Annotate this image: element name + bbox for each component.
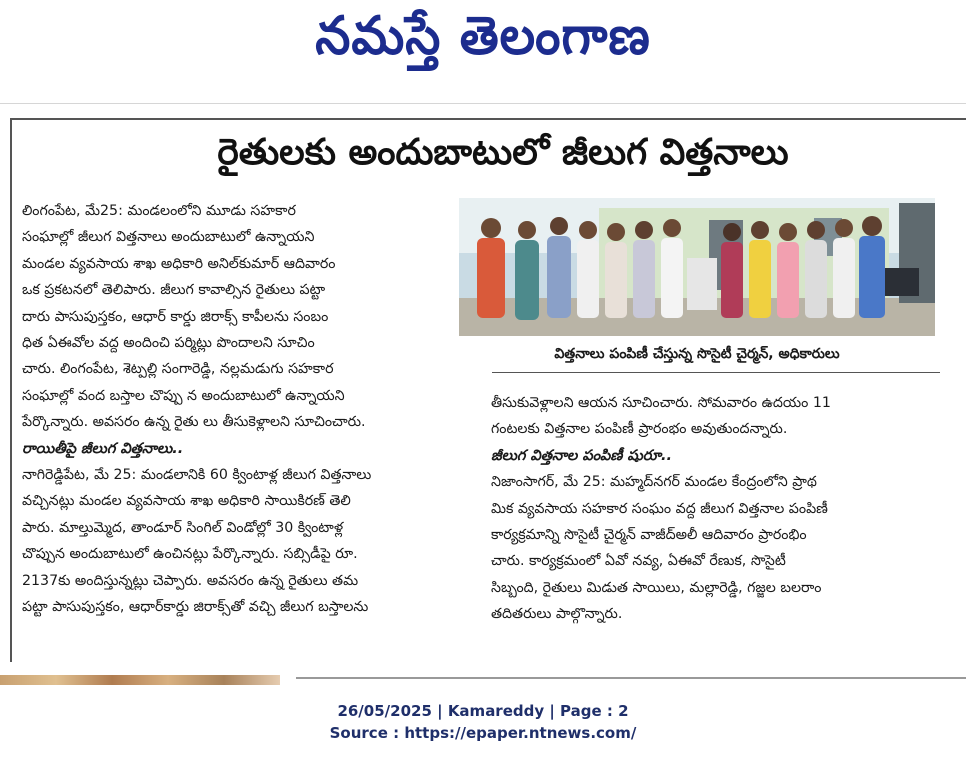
text-line: తీసుకువెళ్లాలని ఆయన సూచించారు. సోమవారం ఉదయం 11	[491, 395, 831, 411]
newspaper-logo: నమస్తే తెలంగాణ	[315, 4, 651, 66]
text-line: చొప్పున అందుబాటులో ఉంచినట్లు పేర్కొన్నారు. సబ్సిడీపై రూ.	[22, 546, 358, 563]
text-line: పేర్కొన్నారు. అవసరం ఉన్న రైతు లు తీసుకెళ్లాలని సూచించారు.	[22, 414, 366, 431]
text-line: నాగిరెడ్డిపేట, మే 25: మండలానికి 60 క్వింటాళ్ల జీలుగ విత్తనాలు	[22, 467, 372, 484]
text-line: చారు. లింగంపేట, శెట్పల్లి సంగారెడ్డి, నల్లమడుగు సహకార	[22, 361, 334, 378]
text-line: సంఘాల్లో జీలుగ విత్తనాలు అందుబాటులో ఉన్నాయని	[22, 229, 315, 246]
text-line: మండల వ్యవసాయ శాఖ అధికారి అనిల్‌కుమార్ ఆదివారం	[22, 255, 336, 272]
photo-caption: విత్తనాలు పంపిణీ చేస్తున్న సొసైటీ చైర్మన్, అధికారులు	[554, 346, 840, 362]
article-photo	[459, 198, 935, 336]
page-footer	[0, 700, 966, 744]
text-line: గంటలకు విత్తనాల పంపిణీ ప్రారంభం అవుతుందన్నారు.	[491, 421, 788, 438]
text-line: లింగంపేట, మే25: మండలంలోని మూడు సహకార	[22, 203, 296, 219]
right-column	[491, 390, 943, 628]
right-subhead: జీలుగ విత్తనాల పంపిణీ షురూ..	[491, 447, 673, 464]
text-line: సంఘాల్లో వంద బస్తాల చొప్పు న అందుబాటులో ఉన్నాయని	[22, 387, 345, 404]
footer-source-link[interactable]: Source : https://epaper.ntnews.com/	[329, 724, 637, 742]
text-line: ధిత ఏఈవోల వద్ద అందించి పర్మిట్లు పొందాలని సూచిం	[22, 335, 315, 352]
group-photo-illustration	[459, 198, 935, 336]
left-paragraph-1	[22, 198, 474, 436]
caption-divider	[492, 372, 940, 373]
text-line: పట్టా పాసుపుస్తకం, ఆధార్‌కార్డు జిరాక్స్‌తో వచ్చి జీలుగ బస్తాలను	[22, 599, 369, 616]
text-line: తదితరులు పాల్గొన్నారు.	[491, 606, 623, 623]
left-subhead: రాయితీపై జీలుగ విత్తనాలు..	[22, 440, 184, 457]
text-line: కార్యక్రమాన్ని సొసైటీ చైర్మన్ వాజీద్‌అలీ ఆదివారం ప్రారంభిం	[491, 527, 807, 544]
right-paragraph-2	[491, 469, 943, 627]
left-column	[22, 198, 474, 621]
adjacent-image-strip	[0, 675, 280, 685]
text-line: ఒక ప్రకటనలో తెలిపారు. జీలుగ కావాల్సిన రైతులు పట్టా	[22, 282, 326, 299]
bottom-divider	[296, 677, 966, 679]
masthead	[0, 0, 966, 84]
text-line: దారు పాసుపుస్తకం, ఆధార్ కార్డు జిరాక్స్ కాపీలను సంబం	[22, 308, 329, 325]
header-divider	[0, 103, 966, 104]
text-line: నిజాంసాగర్, మే 25: మహ్మద్‌నగర్ మండల కేంద్రంలోని ప్రాథ	[491, 474, 817, 491]
text-line: సిబ్బంది, రైతులు మిడుత సాయిలు, మల్లారెడ్డి, గజ్జల బలరాం	[491, 579, 822, 596]
text-line: 2137కు అందిస్తున్నట్లు చెప్పారు. అవసరం ఉన్న రైతులు తమ	[22, 572, 359, 589]
text-line: మిక వ్యవసాయ సహకార సంఘం వద్ద జీలుగ విత్తనాల పంపిణీ	[491, 500, 828, 517]
article-headline: రైతులకు అందుబాటులో జీలుగ విత్తనాలు	[217, 132, 789, 173]
text-line: పారు. మాల్తుమ్మెద, తాండూర్ సింగిల్ విండోల్లో 30 క్వింటాళ్ల	[22, 519, 344, 536]
text-line: చారు. కార్యక్రమంలో ఏవో నవ్య, ఏఈవో రేణుక, సొసైటీ	[491, 553, 786, 570]
right-paragraph-1	[491, 390, 943, 443]
footer-date-edition: 26/05/2025 | Kamareddy | Page : 2	[337, 702, 629, 720]
left-paragraph-2	[22, 462, 474, 620]
text-line: వచ్చినట్లు మండల వ్యవసాయ శాఖ అధికారి సాయికిరణ్ తెలి	[22, 493, 351, 510]
